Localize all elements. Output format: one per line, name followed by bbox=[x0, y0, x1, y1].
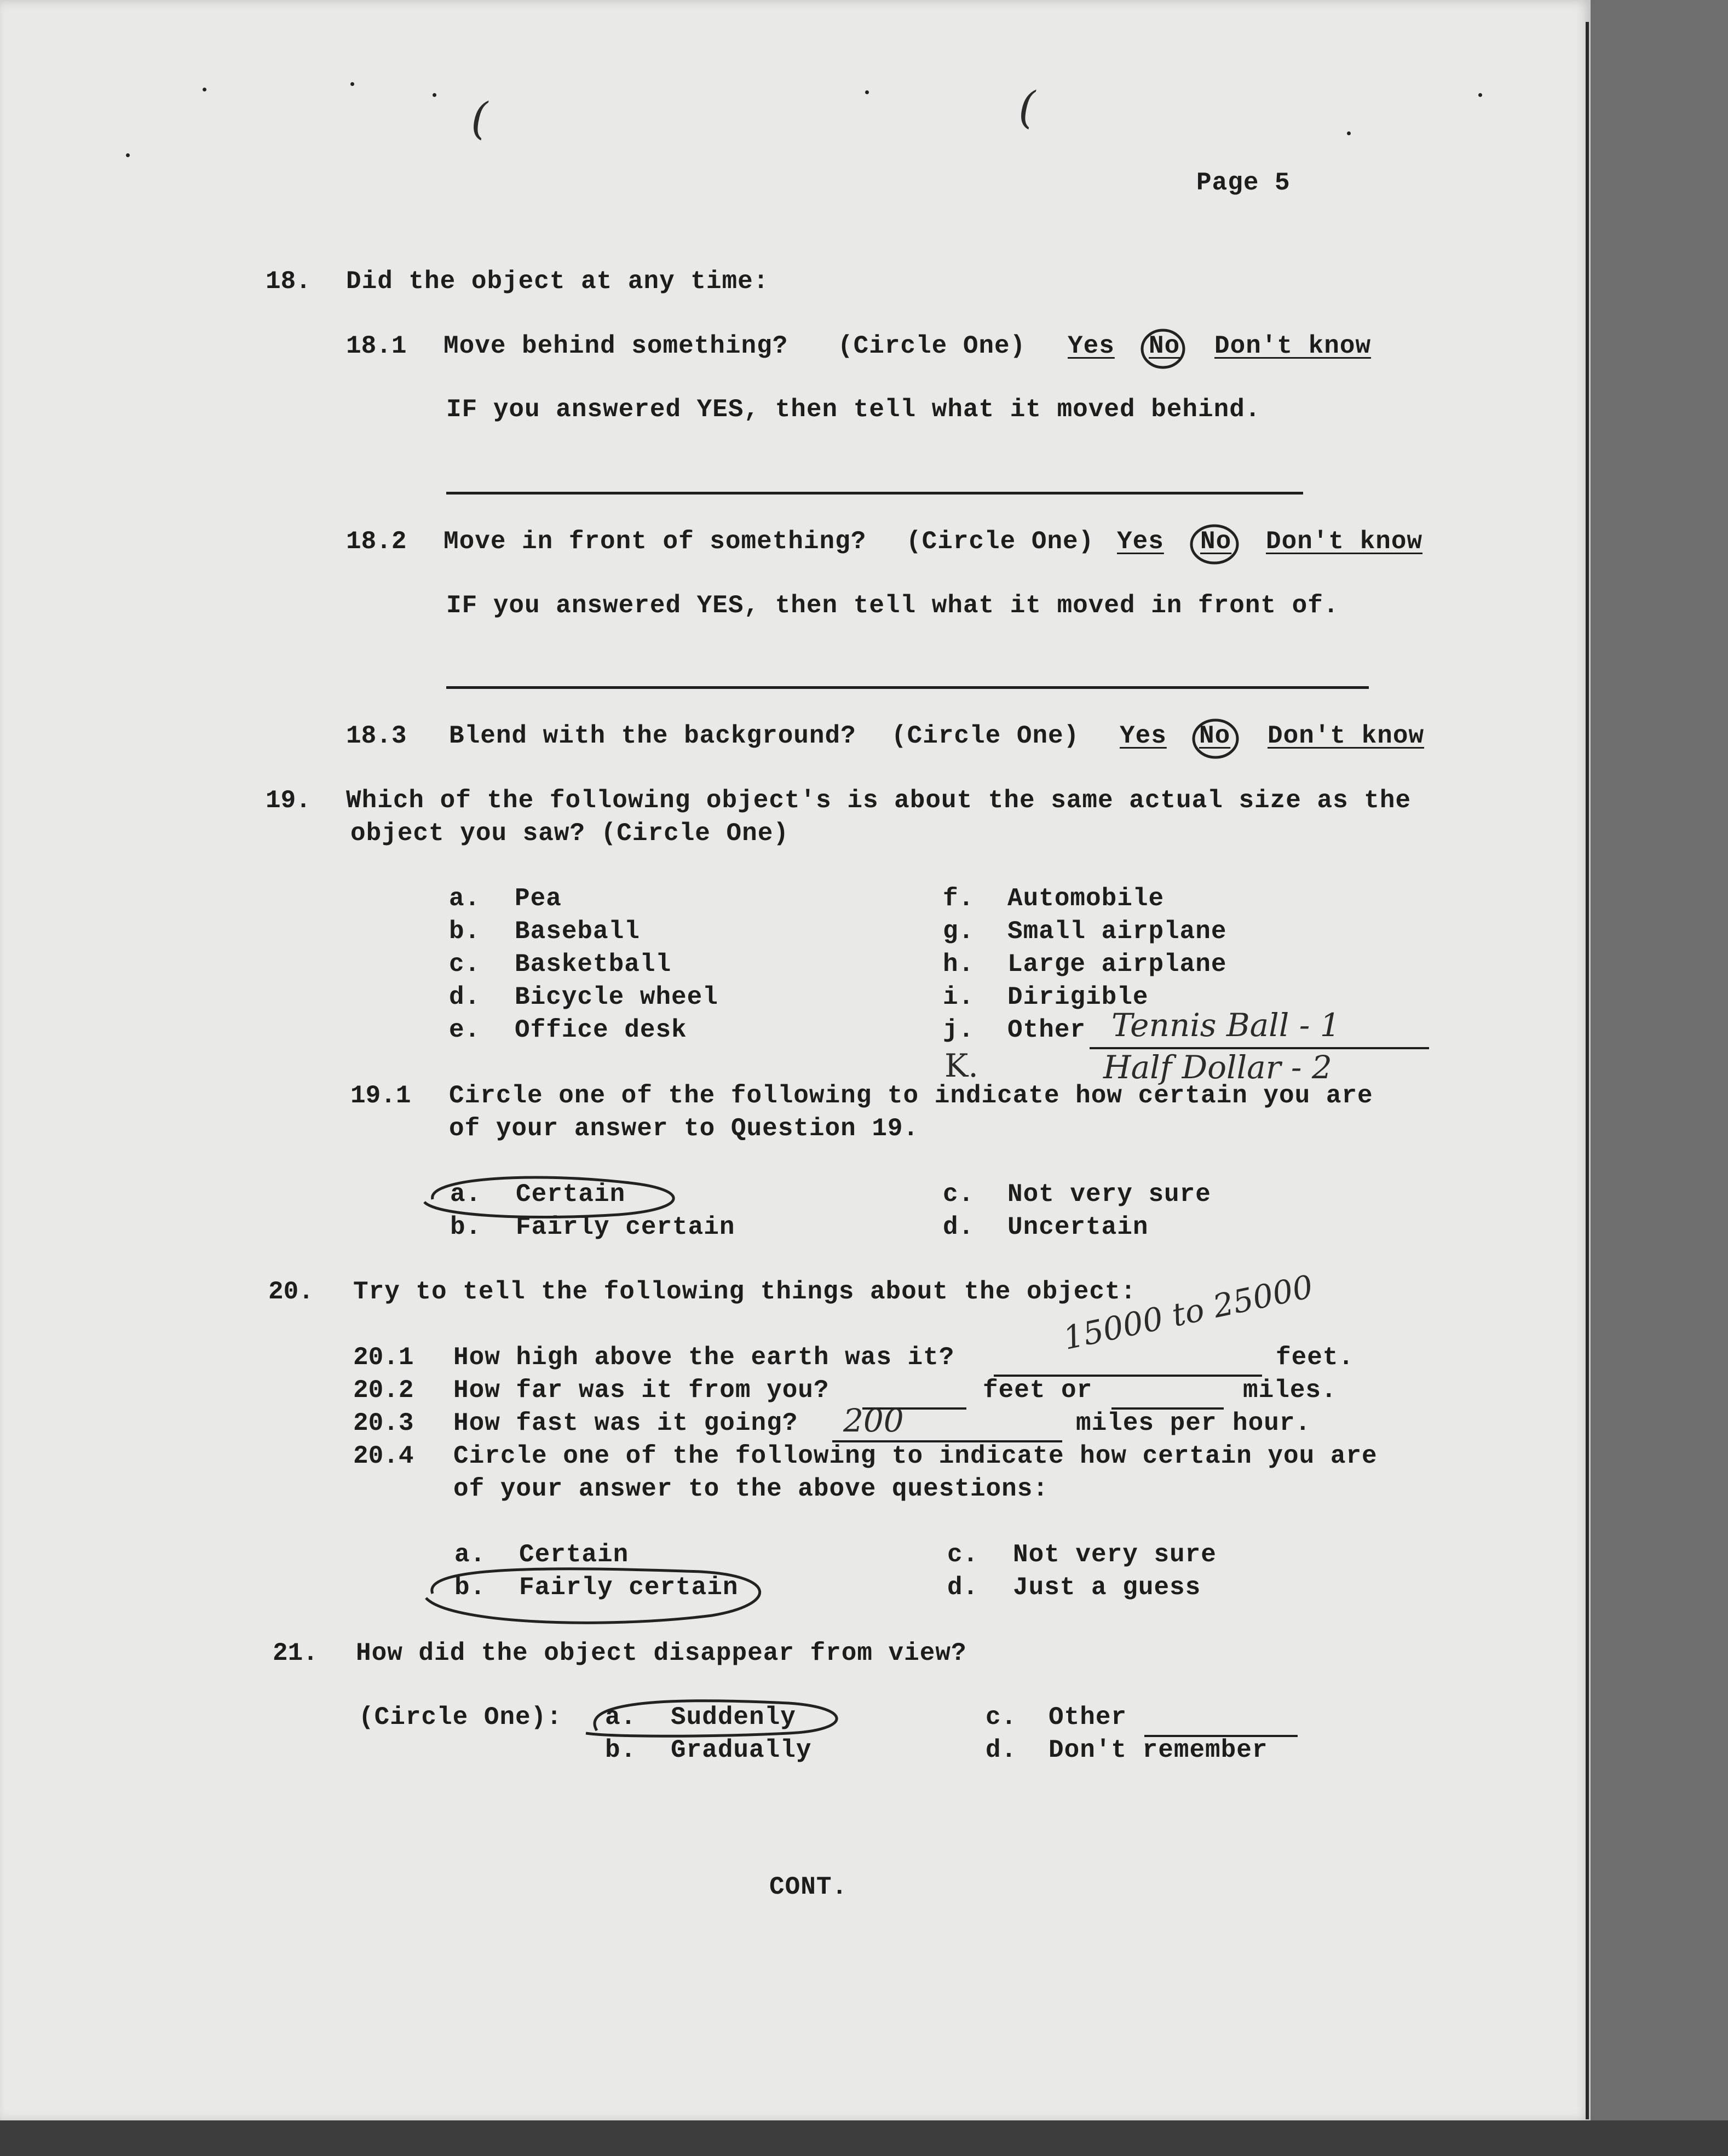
scan-speck bbox=[865, 90, 869, 94]
q19-option-pea[interactable]: Pea bbox=[515, 884, 562, 913]
q20-2-unit2: miles. bbox=[1243, 1376, 1337, 1405]
scan-speck bbox=[1478, 93, 1482, 97]
q18-3-text: Blend with the background? bbox=[449, 722, 856, 750]
q18-2-dont-know[interactable]: Don't know bbox=[1266, 527, 1423, 556]
q19-option-small-airplane[interactable]: Small airplane bbox=[1007, 917, 1227, 946]
q21-option-other[interactable]: Other bbox=[1049, 1703, 1127, 1732]
q21-option-gradually[interactable]: Gradually bbox=[671, 1736, 812, 1764]
q18-1-text: Move behind something? bbox=[443, 332, 788, 360]
q20-3-handwritten-answer: 200 bbox=[843, 1402, 904, 1439]
q19-handwritten-other: Tennis Ball - 1 bbox=[1111, 1007, 1340, 1044]
q20-1-unit: feet. bbox=[1276, 1343, 1355, 1372]
page-label: Page 5 bbox=[1196, 169, 1291, 197]
q19-1-option-uncertain[interactable]: Uncertain bbox=[1007, 1213, 1149, 1241]
q20-2-unit1: feet or bbox=[983, 1376, 1093, 1405]
q19-1-option-certain[interactable]: Certain bbox=[516, 1180, 626, 1209]
q18-1-circle-one: (Circle One) bbox=[838, 332, 1026, 360]
q20-4-option-letter: b. bbox=[454, 1573, 486, 1602]
q18-3-circle-one: (Circle One) bbox=[891, 722, 1080, 750]
q20-4-option-letter: a. bbox=[454, 1540, 486, 1569]
q20-1-handwritten-answer: 15000 to 25000 bbox=[1059, 1267, 1316, 1357]
q18-text: Did the object at any time: bbox=[346, 267, 769, 296]
footer-cont: CONT. bbox=[769, 1873, 848, 1901]
q21-text: How did the object disappear from view? bbox=[356, 1639, 967, 1668]
q20-2-text: How far was it from you? bbox=[453, 1376, 830, 1405]
q19-option-letter: j. bbox=[943, 1016, 975, 1044]
q21-option-dont-remember[interactable]: Don't remember bbox=[1049, 1736, 1268, 1764]
q19-1-option-letter: d. bbox=[943, 1213, 975, 1241]
q21-option-letter: a. bbox=[605, 1703, 637, 1732]
q19-1-line1: Circle one of the following to indicate how certain you are bbox=[449, 1082, 1373, 1110]
q18-2-followup: IF you answered YES, then tell what it moved in front of. bbox=[446, 591, 1339, 620]
q21-number: 21. bbox=[273, 1639, 318, 1668]
q20-4-line1: Circle one of the following to indicate how certain you are bbox=[453, 1442, 1378, 1470]
q18-1-dont-know[interactable]: Don't know bbox=[1214, 332, 1372, 360]
q20-4-option-fairly-certain[interactable]: Fairly certain bbox=[519, 1573, 739, 1602]
q19-option-letter: g. bbox=[943, 917, 975, 946]
q19-option-large-airplane[interactable]: Large airplane bbox=[1007, 950, 1227, 979]
q21-option-letter: b. bbox=[605, 1736, 637, 1764]
q18-3-yes[interactable]: Yes bbox=[1120, 722, 1167, 750]
q18-1-answer-line[interactable] bbox=[446, 492, 1303, 495]
q20-4-option-certain[interactable]: Certain bbox=[519, 1540, 629, 1569]
q18-2-text: Move in front of something? bbox=[443, 527, 867, 556]
q19-option-dirigible[interactable]: Dirigible bbox=[1007, 983, 1149, 1011]
q18-number: 18. bbox=[266, 267, 311, 296]
q19-option-letter: c. bbox=[449, 950, 481, 979]
q20-4-option-not-very-sure[interactable]: Not very sure bbox=[1013, 1540, 1217, 1569]
q20-2-number: 20.2 bbox=[353, 1376, 414, 1405]
q18-3-dont-know[interactable]: Don't know bbox=[1268, 722, 1425, 750]
q19-option-letter: f. bbox=[943, 884, 975, 913]
q21-option-letter: d. bbox=[986, 1736, 1017, 1764]
scan-bottom-edge bbox=[0, 2120, 1728, 2156]
q19-line2: object you saw? (Circle One) bbox=[350, 819, 789, 848]
q18-2-number: 18.2 bbox=[346, 527, 407, 556]
q20-4-option-letter: d. bbox=[947, 1573, 979, 1602]
q18-2-no[interactable]: No bbox=[1200, 527, 1232, 556]
scan-speck bbox=[126, 153, 130, 157]
q21-circle-one: (Circle One): bbox=[359, 1703, 562, 1732]
q19-handwritten-k-letter: K. bbox=[944, 1047, 978, 1084]
q19-1-option-letter: b. bbox=[450, 1213, 482, 1241]
q20-4-option-letter: c. bbox=[947, 1540, 979, 1569]
q20-4-number: 20.4 bbox=[353, 1442, 414, 1470]
q20-number: 20. bbox=[268, 1278, 314, 1306]
q19-option-letter: b. bbox=[449, 917, 481, 946]
q19-option-letter: i. bbox=[943, 983, 975, 1011]
scan-right-margin bbox=[1591, 0, 1728, 2156]
scan-mark: ( bbox=[1018, 82, 1036, 133]
q20-text: Try to tell the following things about the object: bbox=[353, 1278, 1137, 1306]
q19-1-option-letter: c. bbox=[943, 1180, 975, 1209]
q18-1-followup: IF you answered YES, then tell what it moved behind. bbox=[446, 395, 1261, 424]
q19-option-basketball[interactable]: Basketball bbox=[515, 950, 672, 979]
q20-1-number: 20.1 bbox=[353, 1343, 414, 1372]
scan-mark: ( bbox=[471, 93, 488, 144]
q18-2-answer-line[interactable] bbox=[446, 686, 1369, 689]
q21-option-suddenly[interactable]: Suddenly bbox=[671, 1703, 796, 1732]
scan-speck bbox=[203, 88, 206, 91]
q19-1-option-fairly-certain[interactable]: Fairly certain bbox=[516, 1213, 735, 1241]
q18-1-no[interactable]: No bbox=[1149, 332, 1180, 360]
q18-1-yes[interactable]: Yes bbox=[1068, 332, 1115, 360]
q19-option-baseball[interactable]: Baseball bbox=[515, 917, 640, 946]
q20-4-option-just-a-guess[interactable]: Just a guess bbox=[1013, 1573, 1201, 1602]
scan-speck bbox=[433, 93, 436, 97]
q19-option-letter: h. bbox=[943, 950, 975, 979]
q19-1-option-not-very-sure[interactable]: Not very sure bbox=[1007, 1180, 1211, 1209]
q18-3-no[interactable]: No bbox=[1199, 722, 1231, 750]
q19-option-office-desk[interactable]: Office desk bbox=[515, 1016, 687, 1044]
q20-3-unit: miles per hour. bbox=[1076, 1409, 1311, 1438]
q20-1-text: How high above the earth was it? bbox=[453, 1343, 955, 1372]
scan-speck bbox=[350, 82, 354, 86]
q19-option-automobile[interactable]: Automobile bbox=[1007, 884, 1165, 913]
q20-3-text: How fast was it going? bbox=[453, 1409, 798, 1438]
q21-option-letter: c. bbox=[986, 1703, 1017, 1732]
q19-line1: Which of the following object's is about the same actual size as the bbox=[346, 786, 1412, 815]
q19-option-letter: e. bbox=[449, 1016, 481, 1044]
q19-option-bicycle-wheel[interactable]: Bicycle wheel bbox=[515, 983, 718, 1011]
scan-speck bbox=[1347, 131, 1351, 135]
q19-number: 19. bbox=[266, 786, 311, 815]
q19-1-number: 19.1 bbox=[350, 1082, 411, 1110]
q19-option-letter: a. bbox=[449, 884, 481, 913]
q19-option-other[interactable]: Other bbox=[1007, 1016, 1086, 1044]
q19-handwritten-k: Half Dollar - 2 bbox=[1103, 1049, 1332, 1086]
page-right-rule bbox=[1586, 22, 1589, 2119]
q19-option-letter: d. bbox=[449, 983, 481, 1011]
q20-3-number: 20.3 bbox=[353, 1409, 414, 1438]
q19-1-option-letter: a. bbox=[450, 1180, 482, 1209]
q18-2-circle-one: (Circle One) bbox=[906, 527, 1095, 556]
q19-1-line2: of your answer to Question 19. bbox=[449, 1114, 919, 1143]
q18-2-yes[interactable]: Yes bbox=[1117, 527, 1164, 556]
q18-3-number: 18.3 bbox=[346, 722, 407, 750]
q18-1-number: 18.1 bbox=[346, 332, 407, 360]
q20-4-line2: of your answer to the above questions: bbox=[453, 1475, 1049, 1503]
